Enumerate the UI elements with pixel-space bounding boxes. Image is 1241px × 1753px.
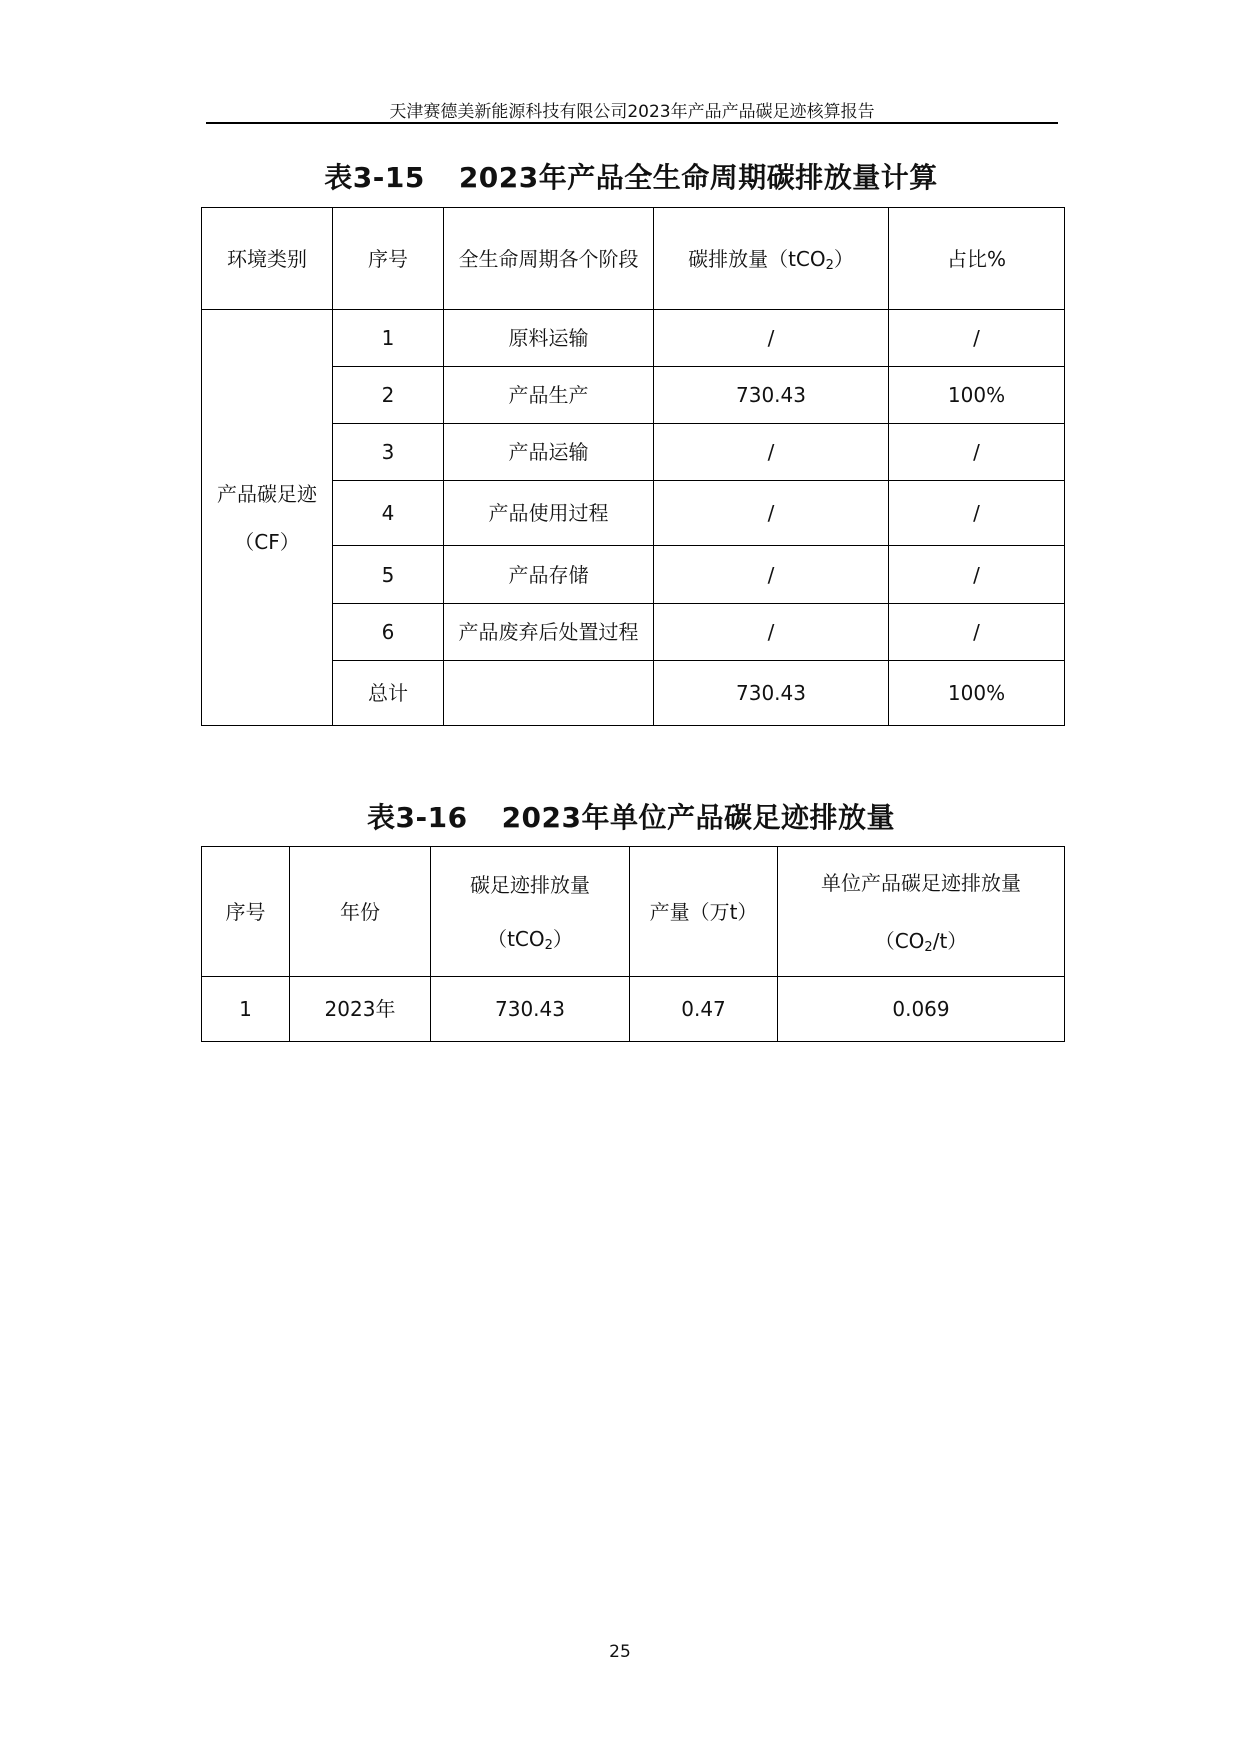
header-unit-line1: 单位产品碳足迹排放量 <box>821 870 1021 895</box>
row-stage: 产品存储 <box>444 546 654 604</box>
row-emission: / <box>654 604 889 661</box>
row-emission: / <box>654 310 889 367</box>
header-emission-close: ） <box>833 246 854 271</box>
table-row <box>202 310 1065 367</box>
total-share: 100% <box>889 661 1065 726</box>
row-seq: 4 <box>333 481 444 546</box>
row-share: 100% <box>889 367 1065 424</box>
header-seq: 序号 <box>202 847 290 977</box>
table2-title-text: 2023年单位产品碳足迹排放量 <box>501 801 895 834</box>
header-cf-emission <box>431 847 630 977</box>
row-emission: 730.43 <box>654 367 889 424</box>
header-unit-unit <box>778 928 1064 954</box>
row-unit: 0.069 <box>778 977 1065 1042</box>
row-seq: 5 <box>333 546 444 604</box>
table1-title <box>200 156 1062 196</box>
row-emission: / <box>654 481 889 546</box>
co2-subscript: 2 <box>544 937 553 953</box>
table2-header-row <box>202 847 1065 977</box>
table2-title-number: 表3-16 <box>366 801 468 834</box>
row-stage: 产品运输 <box>444 424 654 481</box>
row-share: / <box>889 310 1065 367</box>
header-output: 产量（万t） <box>630 847 778 977</box>
row-emission: / <box>654 424 889 481</box>
report-header: 天津赛德美新能源科技有限公司2023年产品产品碳足迹核算报告 <box>389 102 875 122</box>
row-share: / <box>889 546 1065 604</box>
row-stage: 产品使用过程 <box>444 481 654 546</box>
row-seq: 1 <box>202 977 290 1042</box>
header-share: 占比% <box>889 208 1065 310</box>
category-cell <box>202 310 333 726</box>
cf-unit-close: ） <box>552 926 573 951</box>
header-emission-label: 碳排放量（tCO <box>688 246 826 271</box>
page-number: 25 <box>609 1642 631 1662</box>
row-seq: 6 <box>333 604 444 661</box>
row-output: 0.47 <box>630 977 778 1042</box>
row-share: / <box>889 481 1065 546</box>
header-category: 环境类别 <box>202 208 333 310</box>
header-emission <box>654 208 889 310</box>
cf-unit-open: （tCO <box>487 926 545 951</box>
table1-title-text: 2023年产品全生命周期碳排放量计算 <box>458 161 938 194</box>
header-year: 年份 <box>290 847 431 977</box>
total-emission: 730.43 <box>654 661 889 726</box>
header-seq: 序号 <box>333 208 444 310</box>
total-label: 总计 <box>333 661 444 726</box>
row-emission: / <box>654 546 889 604</box>
lifecycle-emission-table <box>201 207 1065 726</box>
total-stage <box>444 661 654 726</box>
header-rule <box>206 122 1058 124</box>
category-abbr: （CF） <box>234 529 300 554</box>
header-cf-unit <box>431 926 629 952</box>
row-share: / <box>889 604 1065 661</box>
row-stage: 产品废弃后处置过程 <box>444 604 654 661</box>
row-stage: 产品生产 <box>444 367 654 424</box>
table2-title <box>200 796 1062 836</box>
header-unit-emission <box>778 847 1065 977</box>
header-cf-line1: 碳足迹排放量 <box>470 872 590 897</box>
row-cf: 730.43 <box>431 977 630 1042</box>
table1-title-number: 表3-15 <box>324 161 425 194</box>
co2-subscript: 2 <box>924 939 933 955</box>
row-year: 2023年 <box>290 977 431 1042</box>
co2-subscript: 2 <box>825 257 834 273</box>
unit-open: （CO <box>874 928 925 953</box>
row-share: / <box>889 424 1065 481</box>
table1-header-row <box>202 208 1065 310</box>
unit-close: /t） <box>932 928 968 953</box>
row-seq: 3 <box>333 424 444 481</box>
row-stage: 原料运输 <box>444 310 654 367</box>
row-seq: 1 <box>333 310 444 367</box>
row-seq: 2 <box>333 367 444 424</box>
category-label: 产品碳足迹 <box>217 481 317 506</box>
header-stage: 全生命周期各个阶段 <box>444 208 654 310</box>
table-row <box>202 977 1065 1042</box>
unit-product-emission-table <box>201 846 1065 1042</box>
